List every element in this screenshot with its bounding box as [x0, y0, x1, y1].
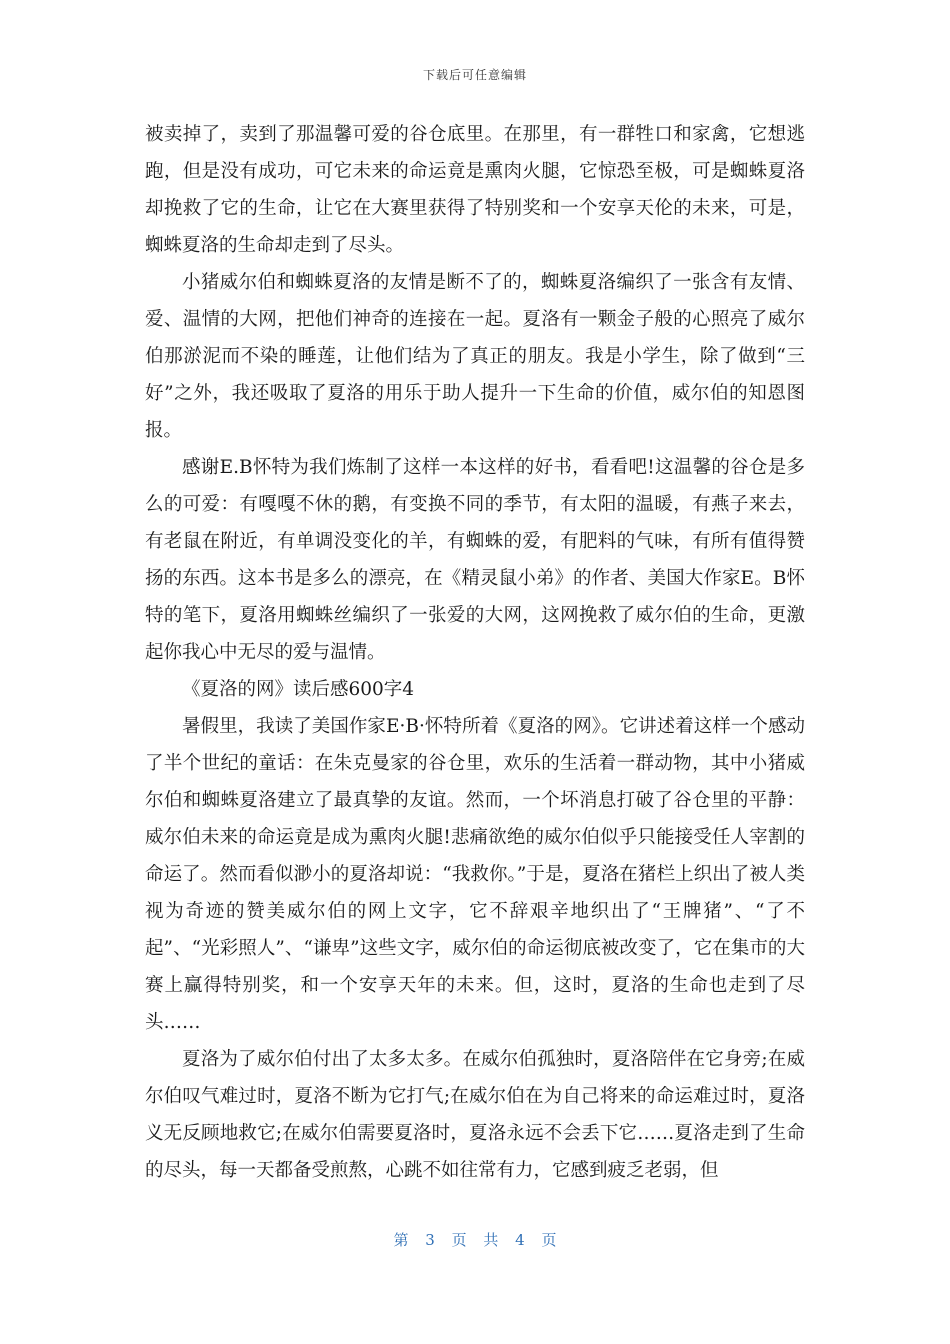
paragraph: 夏洛为了威尔伯付出了太多太多。在威尔伯孤独时，夏洛陪伴在它身旁;在威尔伯叹气难过时，夏洛不断为它打气;在威尔伯在为自己将来的命运难过时，夏洛义无反顾地救它;在威尔伯需要夏洛时，夏洛永远不会丢下它……夏洛走到了生命的尽头，每一天都备受煎熬，心跳不如往常有力，它感到疲乏老弱，但	[145, 1049, 805, 1181]
page-number-footer: 第 3 页 共 4 页	[393, 1231, 557, 1249]
paragraph-continued: 被卖掉了，卖到了那温馨可爱的谷仓底里。在那里，有一群牲口和家禽，它想逃跑，但是没有成功，可它未来的命运竟是熏肉火腿，它惊恐至极，可是蜘蛛夏洛却挽救了它的生命，让它在大赛里获得了特别奖和一个安享天伦的未来，可是，蜘蛛夏洛的生命却走到了尽头。	[145, 124, 805, 256]
paragraph: 感谢E.B怀特为我们炼制了这样一本这样的好书，看看吧!这温馨的谷仓是多么的可爱：有嘎嘎不休的鹅，有变换不同的季节，有太阳的温暖，有燕子来去，有老鼠在附近，有单调没变化的羊，有蜘蛛的爱，有肥料的气味，有所有值得赞扬的东西。这本书是多么的漂亮，在《精灵鼠小弟》的作者、美国大作家E。B怀特的笔下，夏洛用蜘蛛丝编织了一张爱的大网，这网挽救了威尔伯的生命，更激起你我心中无尽的爱与温情。	[145, 457, 805, 663]
paragraph: 暑假里，我读了美国作家E·B·怀特所着《夏洛的网》。它讲述着这样一个感动了半个世纪的童话：在朱克曼家的谷仓里，欢乐的生活着一群动物，其中小猪威尔伯和蜘蛛夏洛建立了最真挚的友谊。然而，一个坏消息打破了谷仓里的平静：威尔伯未来的命运竟是成为熏肉火腿!悲痛欲绝的威尔伯似乎只能接受任人宰割的命运了。然而看似渺小的夏洛却说：“我救你。”于是，夏洛在猪栏上织出了被人类视为奇迹的赞美威尔伯的网上文字，它不辞艰辛地织出了“王牌猪”、“了不起”、“光彩照人”、“谦卑”这些文字，威尔伯的命运彻底被改变了，它在集市的大赛上赢得特别奖，和一个安享天年的未来。但，这时，夏洛的生命也走到了尽头……	[145, 716, 805, 1033]
page-header-note: 下载后可任意编辑	[422, 68, 527, 82]
section-heading: 《夏洛的网》读后感600字4	[182, 679, 415, 700]
paragraph: 小猪威尔伯和蜘蛛夏洛的友情是断不了的，蜘蛛夏洛编织了一张含有友情、爱、温情的大网，把他们神奇的连接在一起。夏洛有一颗金子般的心照亮了威尔伯那淤泥而不染的睡莲，让他们结为了真正的朋友。我是小学生，除了做到“三好”之外，我还吸取了夏洛的用乐于助人提升一下生命的价值，威尔伯的知恩图报。	[145, 272, 805, 441]
document-body	[145, 116, 805, 1189]
